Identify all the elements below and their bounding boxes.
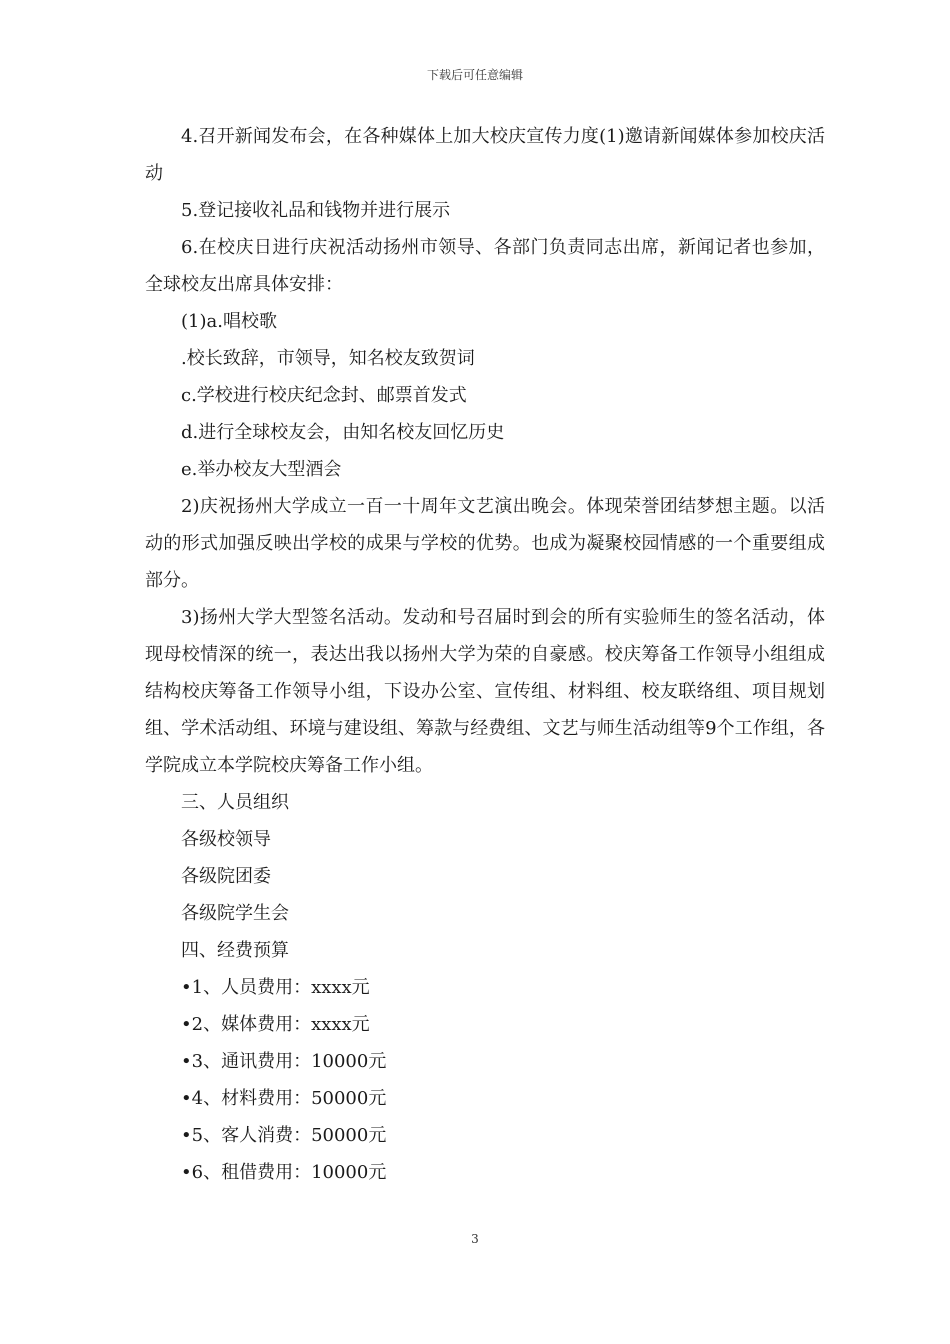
paragraph: 3)扬州大学大型签名活动。发动和号召届时到会的所有实验师生的签名活动，体现母校情深的统一，表达出我以扬州大学为荣的自豪感。校庆筹备工作领导小组组成结构校庆筹备工作领导小组，下设办公室、宣传组、材料组、校友联络组、项目规划组、学术活动组、环境与建设组、筹款与经费组、文艺与师生活动组等9个工作组，各学院成立本学院校庆筹备工作小组。 [145, 607, 825, 776]
budget-item: •6、租借费用：10000元 [181, 1162, 387, 1183]
list-item: c.学校进行校庆纪念封、邮票首发式 [181, 385, 467, 406]
page-header: 下载后可任意编辑 [426, 68, 523, 82]
section-heading: 四、经费预算 [181, 940, 289, 961]
budget-item: •3、通讯费用：10000元 [181, 1051, 387, 1072]
list-item: e.举办校友大型酒会 [181, 459, 342, 480]
page-number: 3 [471, 1232, 479, 1246]
paragraph: 4.召开新闻发布会，在各种媒体上加大校庆宣传力度(1)邀请新闻媒体参加校庆活动 [145, 126, 825, 184]
paragraph: 5.登记接收礼品和钱物并进行展示 [181, 200, 451, 221]
list-item: (1)a.唱校歌 [181, 311, 277, 332]
section-heading: 三、人员组织 [181, 792, 289, 813]
list-item: 各级院团委 [181, 866, 271, 887]
budget-item: •5、客人消费：50000元 [181, 1125, 387, 1146]
paragraph: 6.在校庆日进行庆祝活动扬州市领导、各部门负责同志出席，新闻记者也参加，全球校友出席具体安排： [145, 237, 825, 295]
budget-item: •1、人员费用：xxxx元 [181, 977, 370, 998]
budget-item: •4、材料费用：50000元 [181, 1088, 387, 1109]
document-body [145, 118, 825, 1191]
list-item: .校长致辞，市领导，知名校友致贺词 [181, 348, 475, 369]
list-item: d.进行全球校友会，由知名校友回忆历史 [181, 422, 505, 443]
budget-item: •2、媒体费用：xxxx元 [181, 1014, 370, 1035]
paragraph: 2)庆祝扬州大学成立一百一十周年文艺演出晚会。体现荣誉团结梦想主题。以活动的形式加强反映出学校的成果与学校的优势。也成为凝聚校园情感的一个重要组成部分。 [145, 496, 825, 591]
list-item: 各级校领导 [181, 829, 271, 850]
list-item: 各级院学生会 [181, 903, 289, 924]
